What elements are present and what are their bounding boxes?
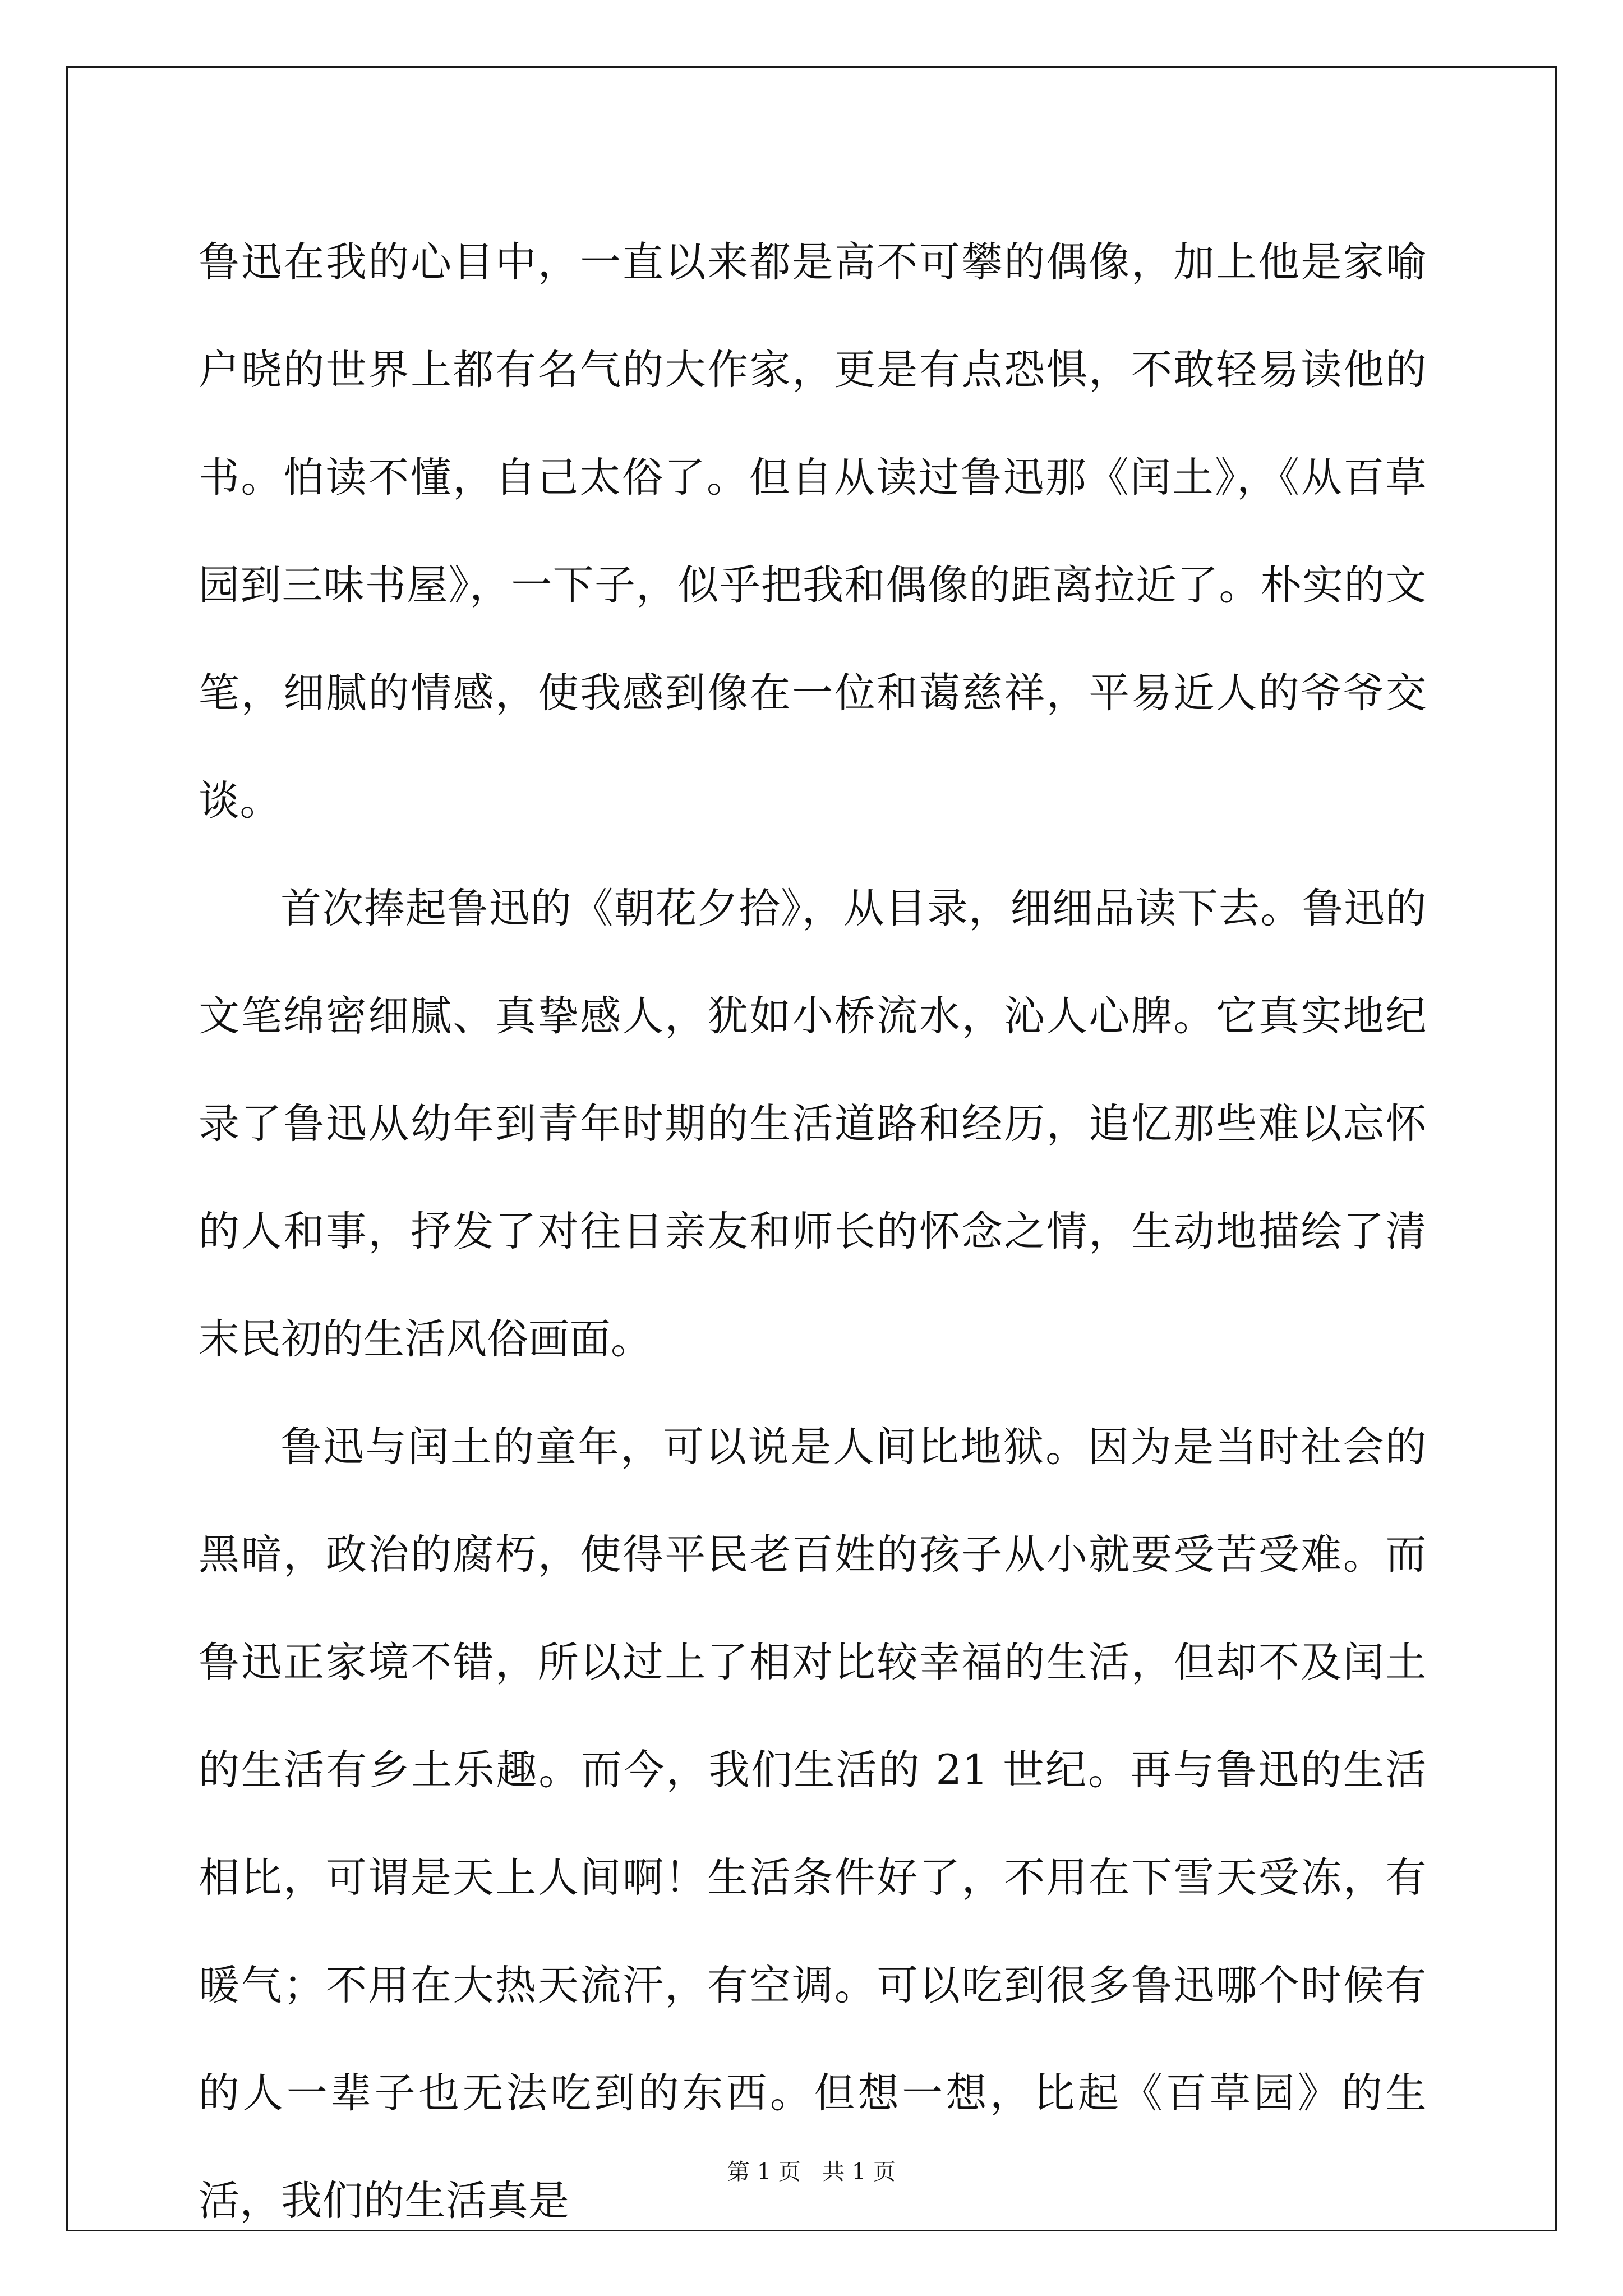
- document-body: [199, 209, 1427, 2255]
- page-footer: 第 1 页 共 1 页: [727, 2159, 896, 2185]
- paragraph-2: 首次捧起鲁迅的《朝花夕拾》，从目录，细细品读下去。鲁迅的文笔绵密细腻、真挚感人，犹如小桥流水，沁人心脾。它真实地纪录了鲁迅从幼年到青年时期的生活道路和经历，追忆那些难以忘怀的人和事，抒发了对往日亲友和师长的怀念之情，生动地描绘了清末民初的生活风俗画面。: [199, 885, 1427, 1363]
- paragraph-1: 鲁迅在我的心目中，一直以来都是高不可攀的偶像，加上他是家喻户晓的世界上都有名气的大作家，更是有点恐惧，不敢轻易读他的书。怕读不懂，自己太俗了。但自从读过鲁迅那《闰土》，《从百草园到三味书屋》，一下子，似乎把我和偶像的距离拉近了。朴实的文笔，细腻的情感，使我感到像在一位和蔼慈祥，平易近人的爷爷交谈。: [199, 238, 1427, 825]
- paragraph-3: 鲁迅与闰土的童年，可以说是人间比地狱。因为是当时社会的黑暗，政治的腐朽，使得平民老百姓的孩子从小就要受苦受难。而鲁迅正家境不错，所以过上了相对比较幸福的生活，但却不及闰土的生活有乡土乐趣。而今，我们生活的 21 世纪。再与鲁迅的生活相比，可谓是天上人间啊！生活条件好了，不用在下雪天受冻，有暖气；不用在大热天流汗，有空调。可以吃到很多鲁迅哪个时候有的人一辈子也无法吃到的东西。但想一想，比起《百草园》的生活，我们的生活真是: [199, 1423, 1427, 2225]
